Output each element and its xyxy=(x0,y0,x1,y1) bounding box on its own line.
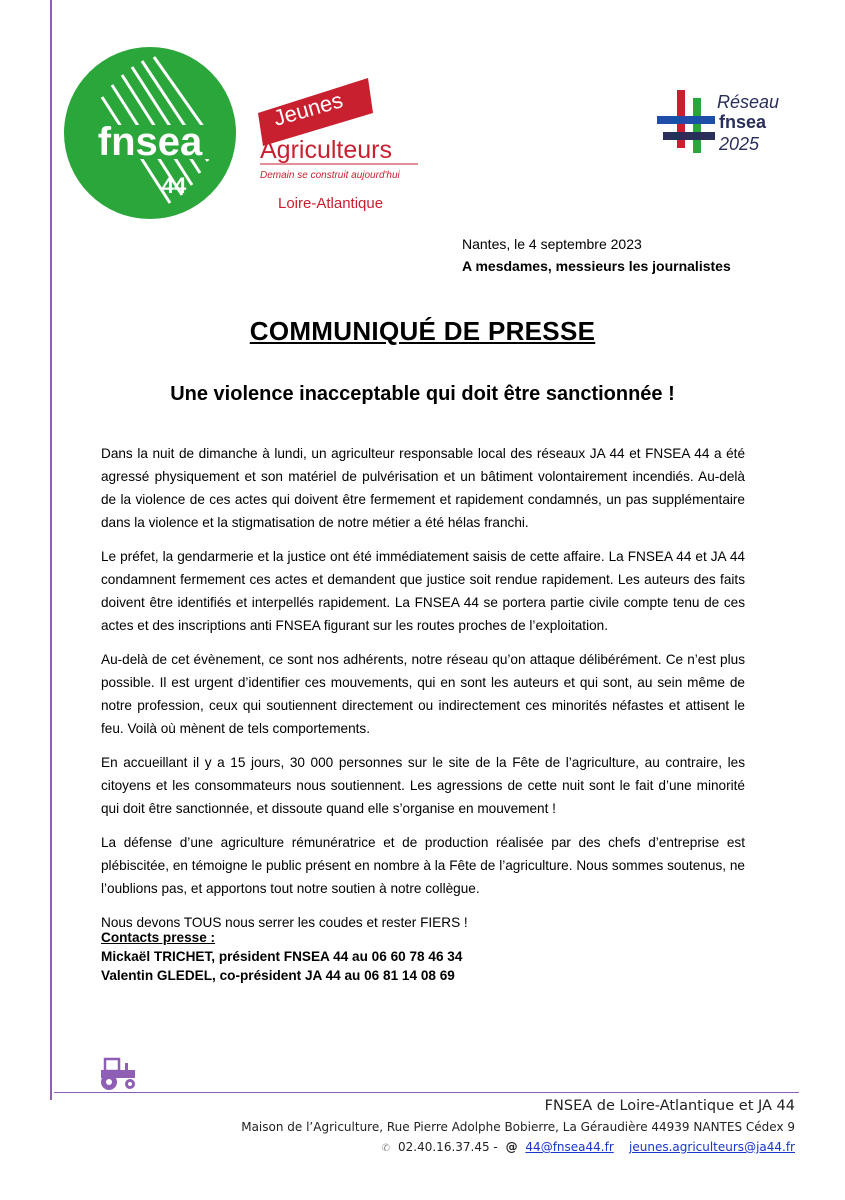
email-icon: @ xyxy=(505,1140,518,1154)
paragraph: Dans la nuit de dimanche à lundi, un agriculteur responsable local des réseaux JA 44 et FNSEA 44 a été agressé physiquement et son matériel de pulvérisation et un bâtiment volontairement incendiés. Au-delà de la violence de ces actes qui doivent être fermement et rapidement condamnés, un pas supplémentaire dans la violence et la stigmatisation de notre métier a été hélas franchi. xyxy=(101,446,745,530)
paragraph: Le préfet, la gendarmerie et la justice ont été immédiatement saisis de cette affaire. La FNSEA 44 et JA 44 condamnent fermement ces actes et demandent que justice soit rendue rapidement. Les auteurs des faits doivent être identifiés et interpellés rapidement. La FNSEA 44 se portera partie civile compte tenu de ces actes et des inscriptions anti FNSEA figurant sur les routes proches de l’exploitation. xyxy=(101,549,745,633)
reseau-logo-line1: Réseau xyxy=(717,92,780,112)
ja-logo-tagline: Demain se construit aujourd'hui xyxy=(260,170,400,181)
footer-phone: 02.40.16.37.45 - xyxy=(398,1140,498,1154)
footer-email-link[interactable]: 44@fnsea44.fr xyxy=(525,1140,614,1154)
tractor-icon xyxy=(97,1055,139,1091)
contact-line: Mickaël TRICHET, président FNSEA 44 au 06 60 78 46 34 xyxy=(101,949,463,964)
footer-email-link-ja[interactable]: jeunes.agriculteurs@ja44.fr xyxy=(629,1140,795,1154)
ja-logo-line2: Agriculteurs xyxy=(260,136,392,164)
recipient-line: A mesdames, messieurs les journalistes xyxy=(462,258,731,274)
ja-logo-line1: Jeunes xyxy=(270,87,346,131)
fnsea-logo-number: 44 xyxy=(161,173,187,198)
footer xyxy=(241,1095,795,1159)
reseau-logo-line3: 2025 xyxy=(719,134,760,154)
jeunes-agriculteurs-logo xyxy=(248,68,423,218)
reseau-fnsea-2025-logo xyxy=(655,88,790,158)
paragraph: Au-delà de cet évènement, ce sont nos adhérents, notre réseau qu’on attaque délibérément. Ce n’est plus possible. Il est urgent d’identifier ces mouvements, qui en sont les auteurs et qui sont, au sein même de notre profession, ceux qui soutiennent directement ou indirectement ces minorités néfastes et attisent le feu. Voilà où mènent de tels comportements. xyxy=(101,652,745,736)
ja-logo-region: Loire-Atlantique xyxy=(278,195,384,212)
paragraph: Nous devons TOUS nous serrer les coudes et rester FIERS ! xyxy=(101,915,468,930)
page-title: COMMUNIQUÉ DE PRESSE xyxy=(249,316,596,346)
contact-line: Valentin GLEDEL, co-président JA 44 au 06 81 14 08 69 xyxy=(101,968,455,983)
paragraph: La défense d’une agriculture rémunératrice et de production réalisée par des chefs d’entreprise est plébiscitée, en témoigne le public présent en nombre à la Fête de l’agriculture. Nous sommes soutenus, ne l’oublions pas, et apportons tout notre soutien à notre collègue. xyxy=(101,835,745,896)
footer-address: Maison de l’Agriculture, Rue Pierre Adolphe Bobierre, La Géraudière 44939 NANTES Cédex 9 xyxy=(241,1120,795,1134)
press-release-body xyxy=(101,442,745,945)
footer-contact-line xyxy=(241,1137,795,1159)
page-subtitle: Une violence inacceptable qui doit être sanctionnée ! xyxy=(170,383,675,405)
left-border-rule xyxy=(50,0,52,1100)
date-line: Nantes, le 4 septembre 2023 xyxy=(462,236,642,252)
phone-icon: ✆ xyxy=(381,1143,391,1154)
press-contacts xyxy=(101,928,701,985)
footer-divider xyxy=(54,1092,799,1093)
fnsea-44-logo xyxy=(62,45,238,221)
contacts-heading: Contacts presse : xyxy=(101,930,216,945)
paragraph: En accueillant il y a 15 jours, 30 000 personnes sur le site de la Fête de l’agriculture, au contraire, les citoyens et les consommateurs nous soutiennent. Les agressions de cette nuit sont le fait d’une minorité qui doit être sanctionnée, et dissoute quand elle s’organise en mouvement ! xyxy=(101,755,745,816)
footer-organization: FNSEA de Loire-Atlantique et JA 44 xyxy=(544,1098,795,1114)
date-recipient-block xyxy=(462,233,731,277)
reseau-logo-line2: fnsea xyxy=(719,112,767,132)
fnsea-logo-text: fnsea xyxy=(97,120,203,164)
